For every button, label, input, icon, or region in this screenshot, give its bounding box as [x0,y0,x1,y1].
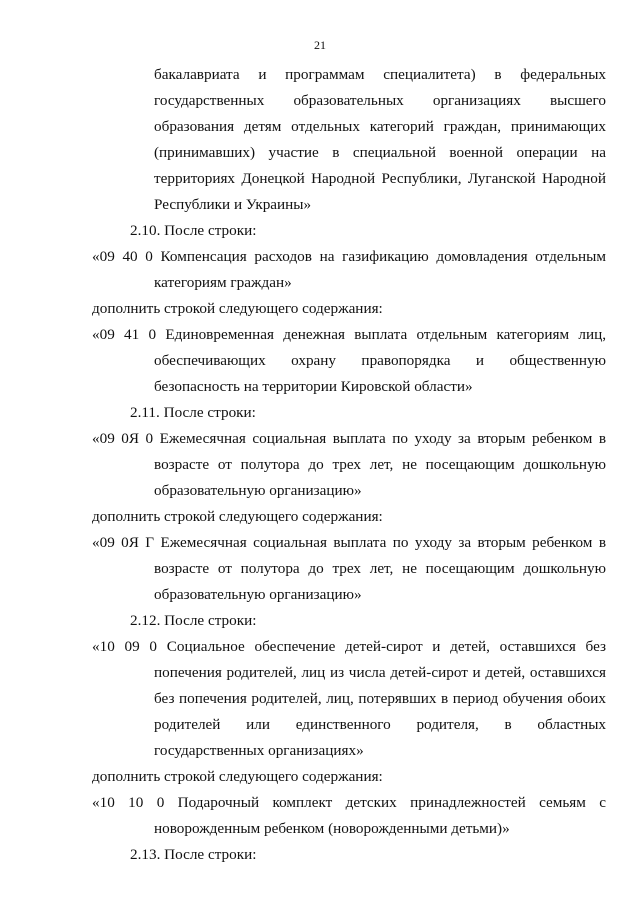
code-line-10-09-0: «10 09 0 Социальное обеспечение детей-сирот и детей, оставшихся без попечения родителей, лиц из числа детей-сирот и детей, оставшихся без попечения родителей, лиц, потерявших в период обучения обоих родителей или единственного родителя, в областных государственных организациях» [92,638,606,759]
supplement-instruction: дополнить строкой следующего содержания: [92,768,383,785]
continuation-paragraph: бакалавриата и программам специалитета) в федеральных государственных образовательных организациях высшего образования детям отдельных категорий граждан, принимающих (принимавших) участие в специальной военной операции на территориях Донецкой Народной Республики, Луганской Народной Республики и Украины» [154,66,606,213]
subpoint-2-11: 2.11. После строки: [130,404,256,421]
subpoint-2-12: 2.12. После строки: [130,612,257,629]
subpoint-2-10: 2.10. После строки: [130,222,257,239]
code-line-09-0ya-g: «09 0Я Г Ежемесячная социальная выплата по уходу за вторым ребенком в возрасте от полутора до трех лет, не посещающим дошкольную образовательную организацию» [92,534,606,603]
code-line-09-41-0: «09 41 0 Единовременная денежная выплата отдельным категориям лиц, обеспечивающих охрану правопорядка и общественную безопасность на территории Кировской области» [92,326,606,395]
code-line-10-10-0: «10 10 0 Подарочный комплект детских принадлежностей семьям с новорожденным ребенком (новорожденными детьми)» [92,794,606,837]
document-body [92,62,606,868]
supplement-instruction: дополнить строкой следующего содержания: [92,508,383,525]
code-line-09-0ya-0: «09 0Я 0 Ежемесячная социальная выплата по уходу за вторым ребенком в возрасте от полутора до трех лет, не посещающим дошкольную образовательную организацию» [92,430,606,499]
page-number: 21 [314,38,326,52]
code-line-09-40-0: «09 40 0 Компенсация расходов на газификацию домовладения отдельным категориям граждан» [92,248,606,291]
supplement-instruction: дополнить строкой следующего содержания: [92,300,383,317]
subpoint-2-13: 2.13. После строки: [130,846,257,863]
